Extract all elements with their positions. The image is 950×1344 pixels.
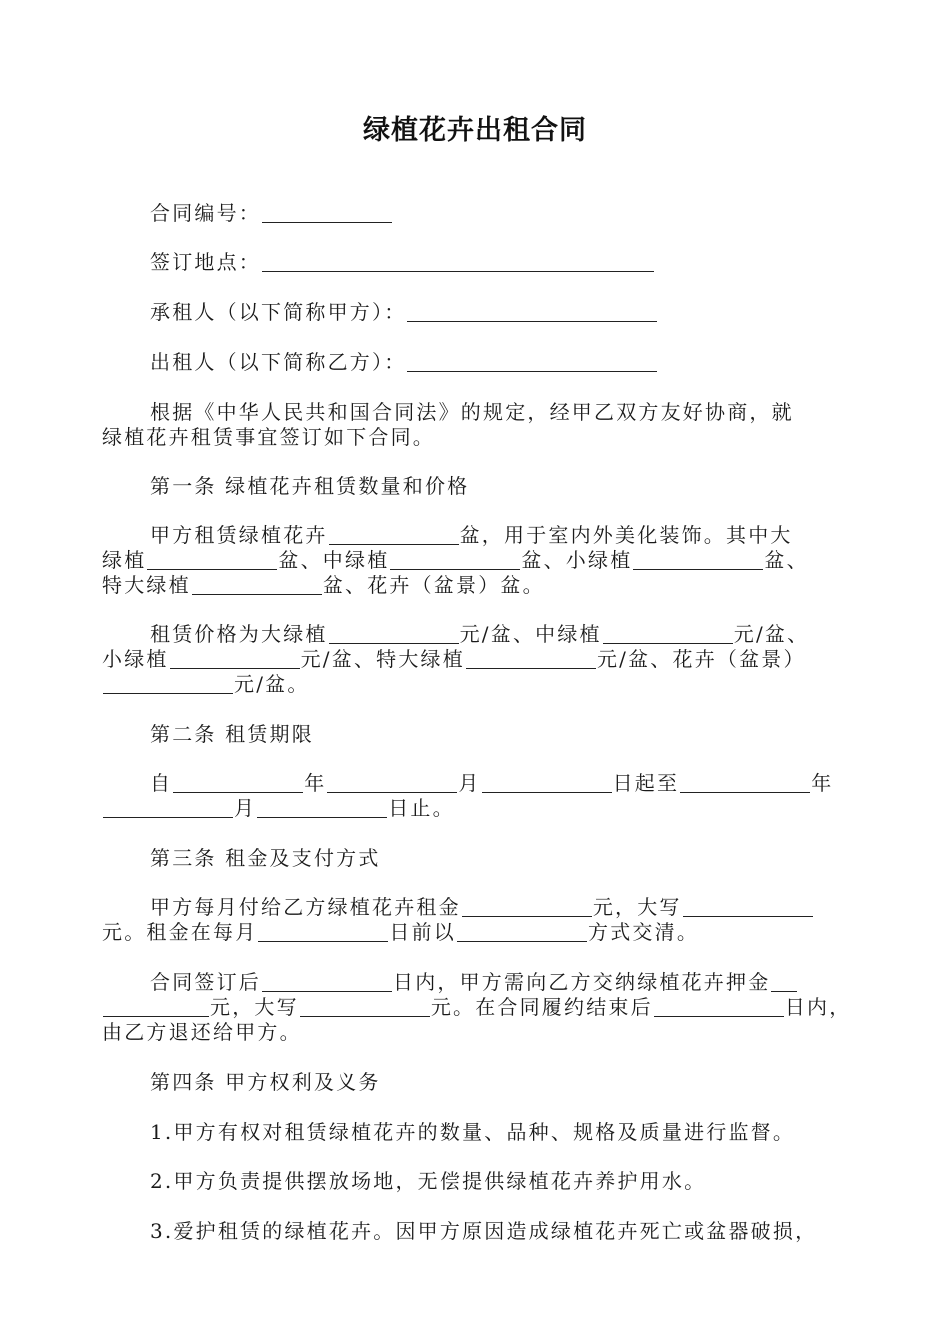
article4-item-1: 1.甲方有权对租赁绿植花卉的数量、品种、规格及质量进行监督。 (150, 1120, 796, 1144)
contract-number-label: 合同编号： (150, 201, 261, 225)
article1-p2-line3 (102, 672, 854, 697)
contract-number-field (102, 201, 902, 226)
text: 甲方每月付给乙方绿植花卉租金 (150, 895, 461, 919)
large-price-blank[interactable] (329, 625, 459, 644)
deposit-capital-blank[interactable] (300, 998, 430, 1017)
intro-line-1: 根据《中华人民共和国合同法》的规定，经甲乙双方友好协商，就 (150, 400, 794, 424)
article4-heading: 第四条 甲方权利及义务 (150, 1070, 381, 1094)
end-month-blank[interactable] (103, 799, 233, 818)
article2-heading: 第二条 租赁期限 (150, 722, 314, 746)
article1-p2-line2 (102, 647, 854, 672)
text: 特大绿植 (102, 573, 191, 597)
extra-large-price-blank[interactable] (466, 650, 596, 669)
small-plant-blank[interactable] (633, 551, 763, 570)
text: 元/盆、 (733, 622, 810, 646)
lessor-blank[interactable] (407, 353, 657, 372)
text: 月 (234, 796, 257, 820)
text: 甲方租赁绿植花卉 (150, 523, 328, 547)
rent-capital-blank[interactable] (683, 898, 813, 917)
article4-item-2: 2.甲方负责提供摆放场地，无偿提供绿植花卉养护用水。 (150, 1169, 707, 1193)
small-price-blank[interactable] (170, 650, 300, 669)
article3-p2-line3: 由乙方退还给甲方。 (102, 1020, 302, 1044)
sign-place-field (102, 250, 902, 275)
article1-p1-line3 (102, 573, 854, 598)
lessee-label: 承租人（以下简称甲方）： (150, 300, 407, 324)
medium-price-blank[interactable] (603, 625, 733, 644)
extra-large-plant-blank[interactable] (192, 576, 322, 595)
text: 盆、花卉（盆景）盆。 (322, 573, 545, 597)
intro-line-2: 绿植花卉租赁事宜签订如下合同。 (102, 425, 435, 449)
sign-place-label: 签订地点： (150, 250, 261, 274)
text: 盆、中绿植 (278, 548, 390, 572)
refund-days-blank[interactable] (654, 998, 784, 1017)
text: 自 (150, 771, 173, 795)
medium-plant-blank[interactable] (390, 551, 520, 570)
text: 日内，甲方需向乙方交纳绿植花卉押金 (393, 970, 771, 994)
document-title: 绿植花卉出租合同 (363, 115, 587, 146)
text: 元/盆、特大绿植 (300, 647, 465, 671)
article4-item-3: 3.爱护租赁的绿植花卉。因甲方原因造成绿植花卉死亡或盆器破损， (150, 1219, 818, 1243)
text: 日内， (784, 995, 852, 1019)
text: 合同签订后 (150, 970, 261, 994)
article3-p1-line2 (102, 920, 854, 945)
contract-number-blank[interactable] (262, 204, 392, 223)
start-year-blank[interactable] (173, 774, 303, 793)
lessor-label: 出租人（以下简称乙方）： (150, 350, 407, 374)
article2-p1-line2 (102, 796, 854, 821)
text: 年 (811, 771, 834, 795)
text: 元。租金在每月 (102, 920, 258, 944)
text: 小绿植 (102, 647, 169, 671)
deposit-amount-blank-start[interactable] (771, 973, 797, 992)
total-pots-blank[interactable] (329, 526, 459, 545)
article3-p2-line1 (102, 970, 902, 995)
deposit-amount-blank-end[interactable] (103, 998, 209, 1017)
text: 盆、 (764, 548, 809, 572)
article1-p2-line1 (102, 622, 902, 647)
text: 元。在合同履约结束后 (430, 995, 653, 1019)
start-day-blank[interactable] (482, 774, 612, 793)
start-month-blank[interactable] (327, 774, 457, 793)
article3-p1-line1 (102, 895, 902, 920)
end-year-blank[interactable] (680, 774, 810, 793)
text: 租赁价格为大绿植 (150, 622, 328, 646)
large-plant-blank[interactable] (147, 551, 277, 570)
text: 方式交清。 (588, 920, 700, 944)
flower-price-blank[interactable] (103, 675, 233, 694)
article1-heading: 第一条 绿植花卉租赁数量和价格 (150, 474, 470, 498)
text: 元，大写 (210, 995, 299, 1019)
text: 元/盆。 (234, 672, 310, 696)
article1-p1-line2 (102, 548, 854, 573)
lessee-field (102, 300, 902, 325)
text: 绿植 (102, 548, 147, 572)
article3-p2-line2 (102, 995, 854, 1020)
text: 盆，用于室内外美化装饰。其中大 (459, 523, 793, 547)
article3-heading: 第三条 租金及支付方式 (150, 846, 381, 870)
article2-p1-line1 (102, 771, 902, 796)
monthly-rent-blank[interactable] (462, 898, 592, 917)
pay-method-blank[interactable] (457, 923, 587, 942)
text: 年 (304, 771, 327, 795)
article1-p1-line1 (102, 523, 902, 548)
lessor-field (102, 350, 902, 375)
text: 元/盆、花卉（盆景） (596, 647, 806, 671)
lessee-blank[interactable] (407, 303, 657, 322)
text: 日前以 (389, 920, 457, 944)
text: 月 (458, 771, 481, 795)
text: 元/盆、中绿植 (459, 622, 602, 646)
deposit-days-blank[interactable] (262, 973, 392, 992)
end-day-blank[interactable] (257, 799, 387, 818)
sign-place-blank[interactable] (262, 253, 654, 272)
pay-day-blank[interactable] (258, 923, 388, 942)
text: 日起至 (612, 771, 680, 795)
text: 元，大写 (592, 895, 682, 919)
text: 日止。 (388, 796, 455, 820)
text: 盆、小绿植 (521, 548, 633, 572)
